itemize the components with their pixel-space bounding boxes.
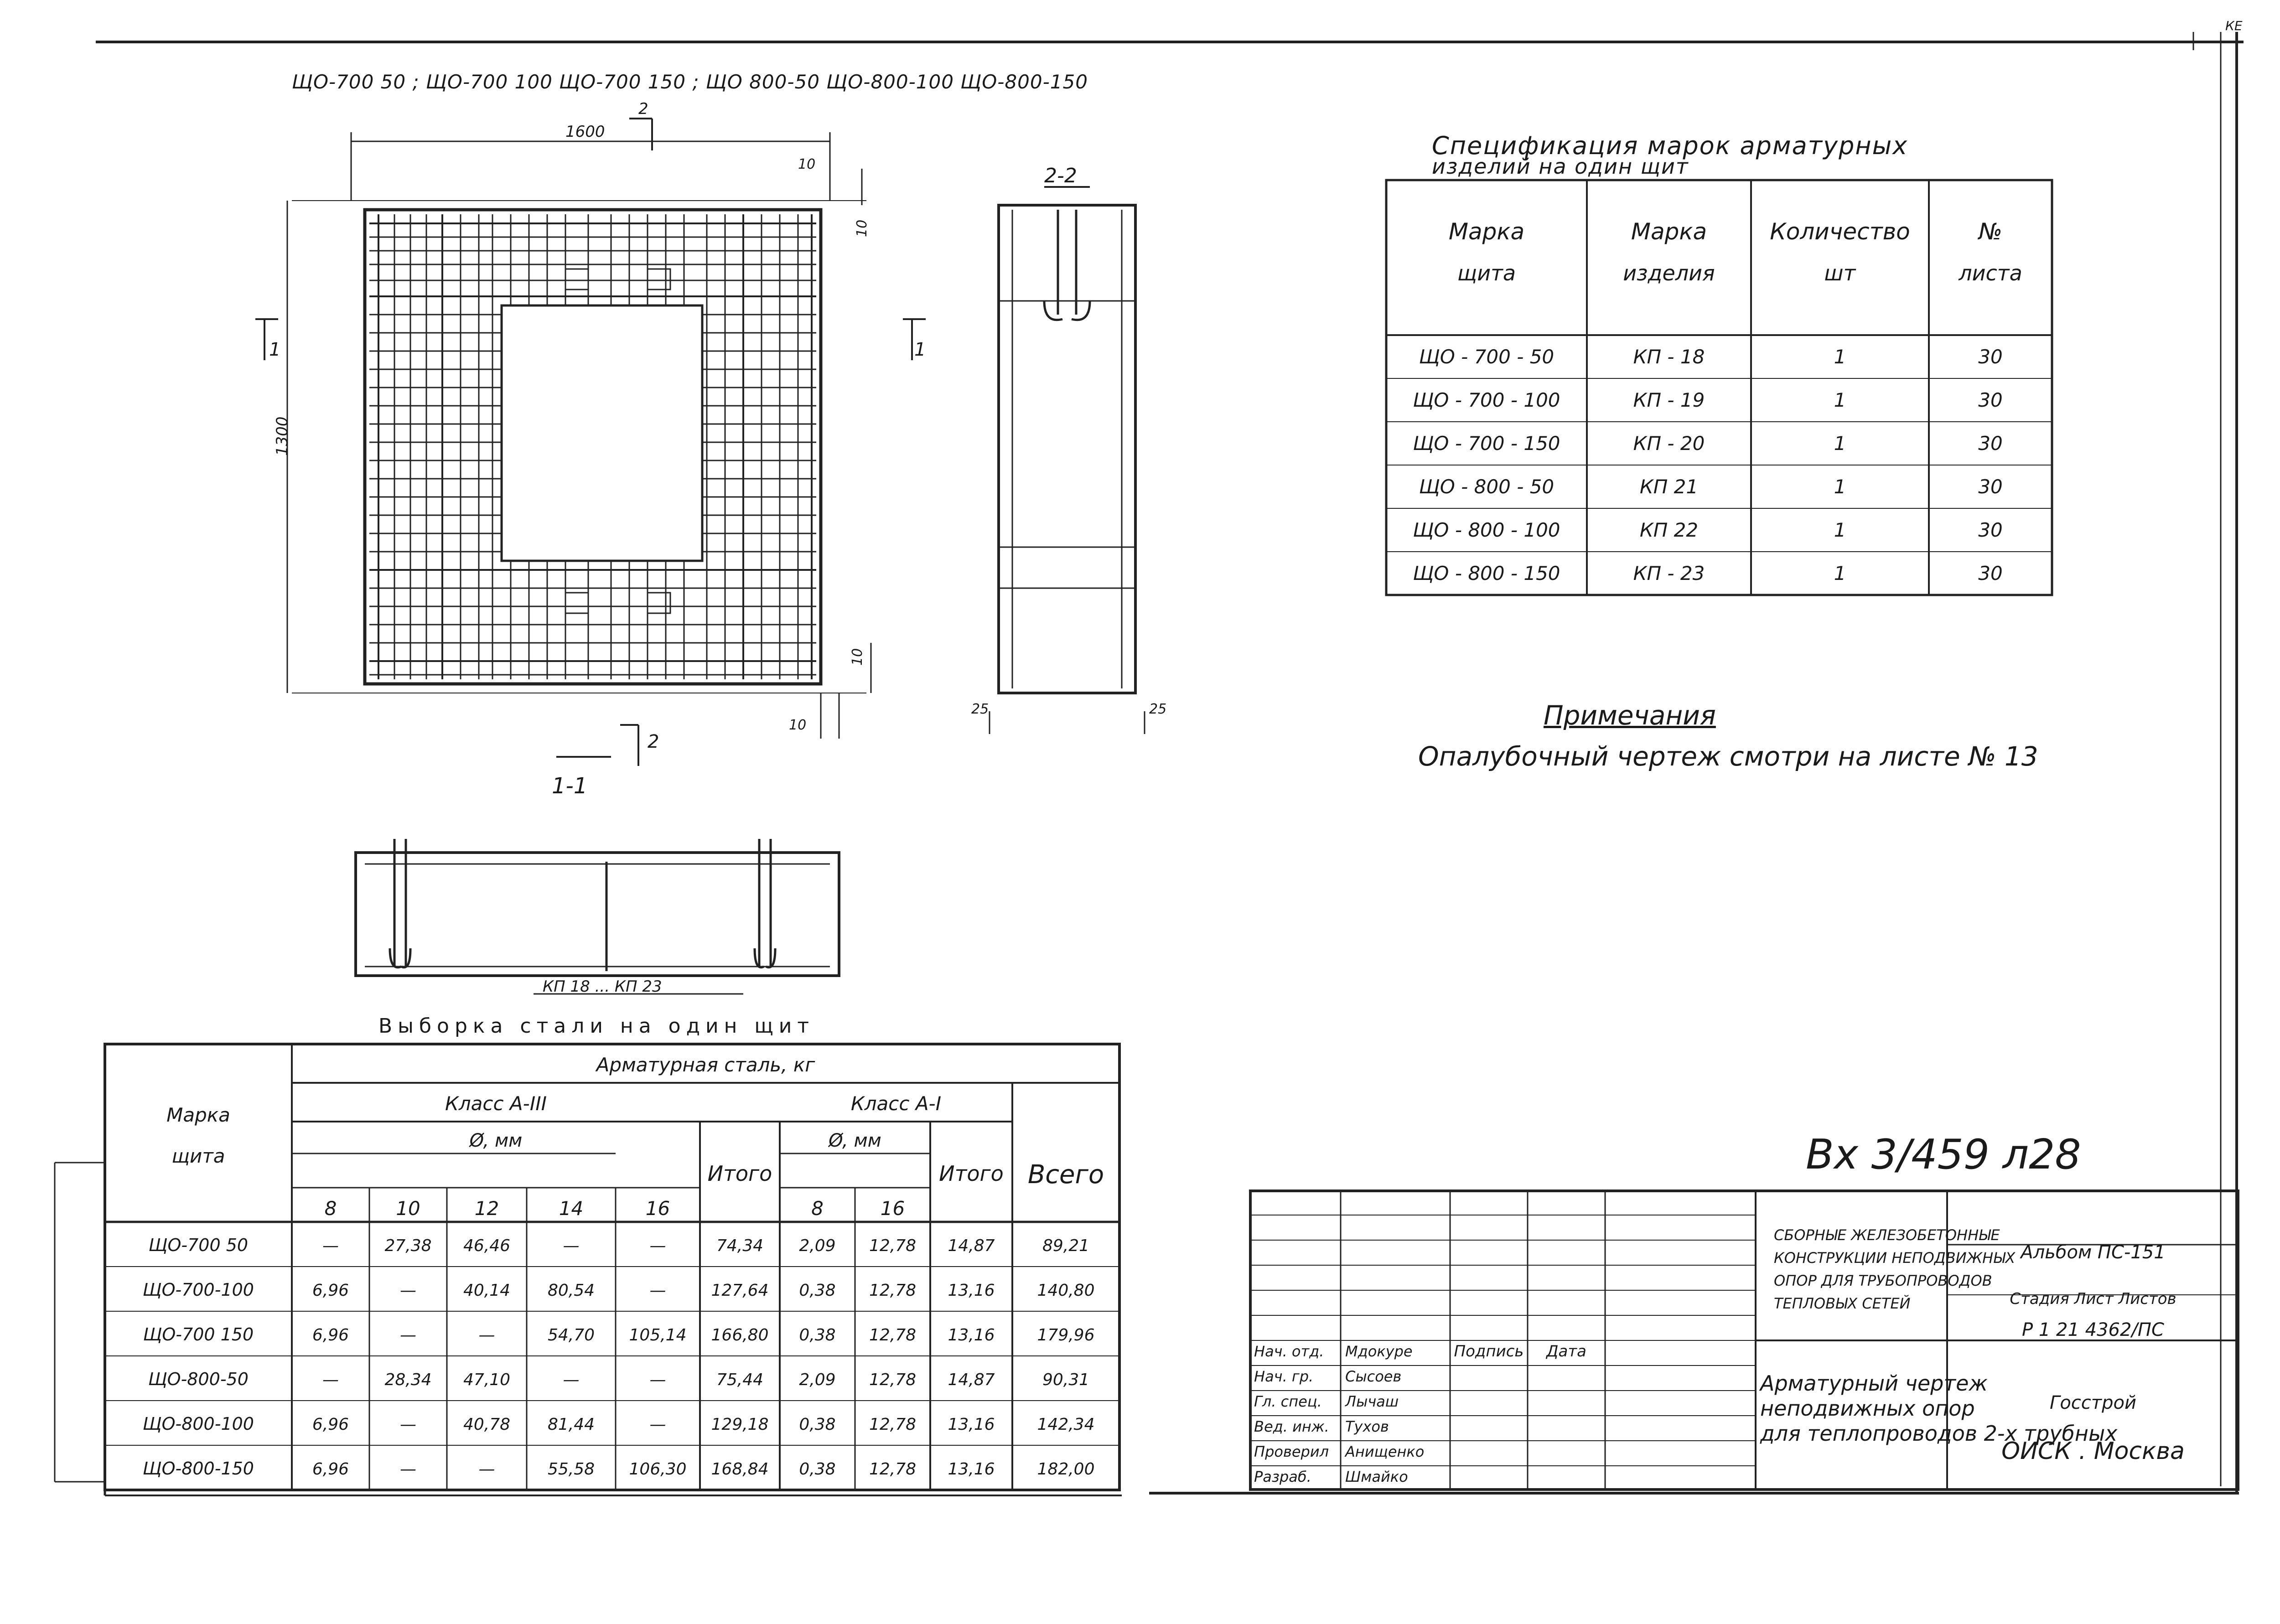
- steel-cell-r1-c10: 140,80: [1037, 1281, 1095, 1300]
- spec-header-3-line2: листа: [1959, 261, 2022, 285]
- section-1-1-label: КП 18 ... КП 23: [543, 978, 662, 996]
- spec-cell-r4-c1: КП 22: [1639, 519, 1699, 541]
- steel-header-dia3: Ø, мм: [469, 1130, 523, 1151]
- steel-cell-r0-c9: 14,87: [948, 1236, 995, 1255]
- steel-cell-r1-c3: 40,14: [463, 1281, 511, 1300]
- steel-header-vsego: Всего: [1027, 1160, 1104, 1190]
- steel-dia1-1: 16: [880, 1197, 905, 1220]
- steel-cell-r1-c1: 6,96: [312, 1281, 349, 1300]
- stamp-name-5: Шмайко: [1345, 1468, 1408, 1485]
- steel-cell-r3-c1: —: [322, 1371, 339, 1389]
- plan-cut-1-left: 1: [269, 339, 281, 360]
- steel-dia3-2: 12: [474, 1197, 499, 1220]
- steel-cell-r0-c2: 27,38: [384, 1236, 432, 1255]
- steel-cell-r4-c8: 12,78: [869, 1415, 917, 1434]
- plan-cut-1-right: 1: [914, 339, 926, 360]
- spec-cell-r0-c0: ЩО - 700 - 50: [1419, 346, 1555, 368]
- title-block: [1249, 1190, 2244, 1495]
- notes-text: Опалубочный чертеж смотри на листе № 13: [1418, 741, 2038, 772]
- steel-cell-r5-c3: —: [478, 1460, 495, 1479]
- spec-cell-r5-c2: 1: [1834, 562, 1846, 584]
- steel-header-class1: Класс А-I: [850, 1092, 942, 1115]
- section-2-2: [971, 146, 1199, 784]
- stamp-role-1: Нач. гр.: [1254, 1368, 1314, 1385]
- stamp-sheet-line-2: для теплопроводов 2-х трубных: [1760, 1421, 2118, 1446]
- corner-mark: КЕ: [2225, 18, 2243, 33]
- spec-cell-r3-c3: 30: [1978, 476, 2003, 498]
- plan-dim-10-b: 10: [854, 219, 870, 237]
- steel-cell-r5-c9: 13,16: [948, 1460, 995, 1479]
- spec-cell-r0-c2: 1: [1834, 346, 1846, 368]
- spec-header-2-line2: шт: [1824, 261, 1856, 285]
- steel-table: [100, 1044, 1158, 1495]
- steel-cell-r1-c7: 0,38: [799, 1281, 836, 1300]
- steel-cell-r4-c7: 0,38: [799, 1415, 836, 1434]
- spec-cell-r1-c1: КП - 19: [1633, 389, 1705, 411]
- stamp-title-line-2: ОПОР ДЛЯ ТРУБОПРОВОДОВ: [1774, 1272, 1992, 1289]
- steel-cell-r2-c2: —: [400, 1326, 416, 1345]
- steel-cell-r2-c0: ЩО-700 150: [143, 1324, 254, 1345]
- steel-cell-r1-c8: 12,78: [869, 1281, 917, 1300]
- stamp-org-top: Госстрой: [2050, 1392, 2136, 1413]
- spec-title-line1: Спецификация марок арматурных: [1432, 131, 1908, 160]
- spec-cell-r1-c3: 30: [1978, 389, 2003, 411]
- steel-cell-r4-c10: 142,34: [1037, 1415, 1095, 1434]
- spec-cell-r2-c2: 1: [1834, 432, 1846, 455]
- stamp-sheet-line-0: Арматурный чертеж: [1760, 1371, 1988, 1396]
- spec-cell-r0-c1: КП - 18: [1633, 346, 1705, 368]
- spec-cell-r2-c3: 30: [1978, 432, 2003, 455]
- steel-cell-r3-c5: —: [649, 1371, 666, 1389]
- plan-dim-width: 1600: [565, 123, 605, 141]
- steel-cell-r5-c4: 55,58: [547, 1460, 595, 1479]
- steel-cell-r1-c5: —: [649, 1281, 666, 1300]
- stamp-title-line-0: СБОРНЫЕ ЖЕЛЕЗОБЕТОННЫЕ: [1774, 1226, 2000, 1244]
- spec-table: [1386, 180, 2079, 609]
- stamp-role-4: Проверил: [1254, 1443, 1329, 1460]
- steel-header-class3: Класс А-III: [445, 1092, 547, 1115]
- steel-dia3-1: 10: [396, 1197, 420, 1220]
- spec-cell-r4-c2: 1: [1834, 519, 1846, 541]
- stamp-stage-values: Р 1 21 4362/ПС: [2022, 1319, 2164, 1340]
- plan-cut-2-top: 2: [638, 100, 648, 118]
- steel-cell-r3-c0: ЩО-800-50: [148, 1369, 249, 1389]
- steel-cell-r4-c2: —: [400, 1415, 416, 1434]
- steel-cell-r5-c2: —: [400, 1460, 416, 1479]
- plan-dim-10-c: 10: [850, 648, 865, 666]
- steel-cell-r4-c0: ЩО-800-100: [143, 1414, 254, 1434]
- stamp-name-2: Лычаш: [1345, 1393, 1399, 1410]
- spec-cell-r0-c3: 30: [1978, 346, 2003, 368]
- spec-header-2-line1: Количество: [1770, 218, 1910, 245]
- spec-header-3-line1: №: [1978, 218, 2003, 245]
- steel-cell-r0-c0: ЩО-700 50: [148, 1235, 249, 1255]
- stamp-title-line-1: КОНСТРУКЦИИ НЕПОДВИЖНЫХ: [1774, 1249, 2016, 1267]
- steel-cell-r3-c9: 14,87: [948, 1371, 995, 1389]
- spec-header-1-line2: изделия: [1623, 261, 1715, 285]
- steel-cell-r2-c6: 166,80: [711, 1326, 769, 1345]
- steel-cell-r0-c6: 74,34: [716, 1236, 764, 1255]
- spec-header-0-line2: щита: [1457, 261, 1516, 285]
- steel-cell-r1-c6: 127,64: [711, 1281, 769, 1300]
- steel-header-mark-line2: щита: [171, 1145, 225, 1167]
- stamp-role-0: Нач. отд.: [1254, 1343, 1324, 1360]
- stamp-name-0: Мдокуре: [1345, 1343, 1413, 1360]
- plan-dim-10-a: 10: [798, 156, 816, 172]
- spec-header-1-line1: Марка: [1631, 218, 1707, 245]
- stamp-col-date: Дата: [1546, 1342, 1587, 1360]
- steel-cell-r4-c3: 40,78: [463, 1415, 511, 1434]
- steel-cell-r3-c10: 90,31: [1042, 1371, 1090, 1389]
- steel-cell-r2-c10: 179,96: [1037, 1326, 1095, 1345]
- steel-cell-r4-c5: —: [649, 1415, 666, 1434]
- section-1-1: [337, 752, 930, 1008]
- steel-cell-r5-c5: 106,30: [629, 1460, 687, 1479]
- spec-cell-r1-c0: ЩО - 700 - 100: [1413, 389, 1560, 411]
- steel-title: Выборка стали на один щит: [378, 1014, 815, 1038]
- steel-header-itogo1: Итого: [939, 1161, 1004, 1186]
- spec-cell-r5-c1: КП - 23: [1633, 562, 1705, 584]
- spec-cell-r3-c0: ЩО - 800 - 50: [1419, 476, 1555, 498]
- steel-cell-r4-c9: 13,16: [948, 1415, 995, 1434]
- steel-cell-r5-c10: 182,00: [1037, 1460, 1095, 1479]
- spec-cell-r4-c3: 30: [1978, 519, 2003, 541]
- steel-cell-r0-c8: 12,78: [869, 1236, 917, 1255]
- steel-cell-r2-c4: 54,70: [547, 1326, 595, 1345]
- section-2-2-dim-left: 25: [971, 701, 989, 717]
- stamp-org: ОИСК . Москва: [2001, 1438, 2185, 1465]
- steel-cell-r2-c9: 13,16: [948, 1326, 995, 1345]
- stamp-role-2: Гл. спец.: [1254, 1393, 1322, 1410]
- steel-header-mark-line1: Марка: [166, 1104, 230, 1126]
- steel-cell-r5-c7: 0,38: [799, 1460, 836, 1479]
- stamp-title-line-3: ТЕПЛОВЫХ СЕТЕЙ: [1774, 1295, 1911, 1312]
- steel-cell-r5-c8: 12,78: [869, 1460, 917, 1479]
- steel-cell-r4-c1: 6,96: [312, 1415, 349, 1434]
- steel-cell-r4-c4: 81,44: [547, 1415, 595, 1434]
- steel-cell-r3-c3: 47,10: [463, 1371, 511, 1389]
- spec-cell-r2-c0: ЩО - 700 - 150: [1413, 432, 1560, 455]
- stamp-sheet-line-1: неподвижных опор: [1760, 1396, 1975, 1421]
- steel-header-itogo3: Итого: [707, 1161, 772, 1186]
- stamp-stage-label: Стадия Лист Листов: [2010, 1290, 2176, 1308]
- steel-dia3-3: 14: [559, 1197, 584, 1220]
- spec-header-0-line1: Марка: [1448, 218, 1525, 245]
- spec-cell-r5-c0: ЩО - 800 - 150: [1413, 562, 1560, 584]
- steel-cell-r0-c10: 89,21: [1042, 1236, 1090, 1255]
- spec-cell-r3-c1: КП 21: [1639, 476, 1699, 498]
- steel-cell-r2-c7: 0,38: [799, 1326, 836, 1345]
- stamp-album: Альбом ПС-151: [2021, 1242, 2166, 1263]
- steel-cell-r1-c2: —: [400, 1281, 416, 1300]
- section-2-2-dim-right: 25: [1149, 701, 1167, 717]
- steel-cell-r3-c7: 2,09: [799, 1371, 836, 1389]
- stamp-role-3: Вед. инж.: [1254, 1418, 1329, 1435]
- doc-code: Вх 3/459 л28: [1806, 1131, 2081, 1179]
- stamp-name-4: Анищенко: [1345, 1443, 1425, 1460]
- header-marks: ЩО-700 50 ; ЩО-700 100 ЩО-700 150 ; ЩО 800-50 ЩО-800-100 ЩО-800-150: [292, 71, 1088, 93]
- section-1-1-title: 1-1: [552, 773, 588, 799]
- steel-cell-r0-c7: 2,09: [799, 1236, 836, 1255]
- steel-cell-r4-c6: 129,18: [711, 1415, 769, 1434]
- notes-title: Примечания: [1544, 700, 1716, 731]
- steel-cell-r5-c6: 168,84: [711, 1460, 769, 1479]
- spec-cell-r3-c2: 1: [1834, 476, 1846, 498]
- steel-cell-r3-c6: 75,44: [716, 1371, 764, 1389]
- steel-cell-r2-c5: 105,14: [629, 1326, 687, 1345]
- section-2-2-title: 2-2: [1044, 164, 1077, 187]
- steel-dia3-4: 16: [645, 1197, 670, 1220]
- steel-cell-r2-c8: 12,78: [869, 1326, 917, 1345]
- plan-dim-height: 1300: [273, 416, 291, 456]
- steel-cell-r3-c8: 12,78: [869, 1371, 917, 1389]
- steel-cell-r3-c4: —: [563, 1371, 580, 1389]
- steel-cell-r3-c2: 28,34: [384, 1371, 432, 1389]
- steel-cell-r1-c4: 80,54: [547, 1281, 595, 1300]
- spec-title-line2: изделий на один щит: [1432, 154, 1689, 179]
- steel-cell-r0-c3: 46,46: [463, 1236, 511, 1255]
- steel-cell-r0-c4: —: [563, 1236, 580, 1255]
- steel-cell-r0-c1: —: [322, 1236, 339, 1255]
- steel-header-group: Арматурная сталь, кг: [596, 1054, 815, 1076]
- steel-cell-r2-c1: 6,96: [312, 1326, 349, 1345]
- stamp-name-3: Тухов: [1345, 1418, 1389, 1435]
- steel-cell-r2-c3: —: [478, 1326, 495, 1345]
- steel-dia1-0: 8: [811, 1197, 824, 1220]
- spec-cell-r4-c0: ЩО - 800 - 100: [1413, 519, 1560, 541]
- spec-cell-r2-c1: КП - 20: [1633, 432, 1705, 455]
- steel-cell-r5-c0: ЩО-800-150: [143, 1458, 254, 1479]
- stamp-name-1: Сысоев: [1345, 1368, 1402, 1385]
- spec-cell-r5-c3: 30: [1978, 562, 2003, 584]
- stamp-role-5: Разраб.: [1254, 1468, 1311, 1485]
- steel-header-dia1: Ø, мм: [829, 1130, 881, 1151]
- spec-cell-r1-c2: 1: [1834, 389, 1846, 411]
- plan-cut-2-bottom: 2: [648, 731, 659, 752]
- steel-cell-r1-c0: ЩО-700-100: [143, 1280, 254, 1300]
- steel-cell-r0-c5: —: [649, 1236, 666, 1255]
- steel-cell-r1-c9: 13,16: [948, 1281, 995, 1300]
- steel-cell-r5-c1: 6,96: [312, 1460, 349, 1479]
- steel-dia3-0: 8: [324, 1197, 337, 1220]
- plan-dim-10-d: 10: [789, 717, 807, 733]
- stamp-col-sign: Подпись: [1454, 1342, 1524, 1360]
